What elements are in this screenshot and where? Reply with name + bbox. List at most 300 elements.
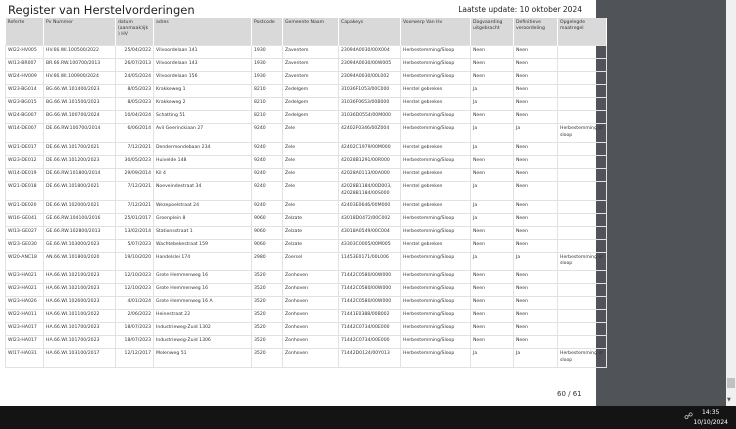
table-cell: Zele [283, 200, 339, 213]
table-cell: Zonhoven [283, 349, 339, 368]
table-cell: 1930 [252, 46, 283, 59]
table-cell: Zele [283, 155, 339, 168]
table-cell: Neen [514, 46, 558, 59]
table-cell: 9240 [252, 142, 283, 155]
table-cell: Kil 4 [154, 168, 252, 181]
table-cell: 42028B1291/00R000 [339, 155, 401, 168]
table-cell: Herbestemming/Sloop [401, 124, 471, 143]
table-cell: DE.66.WI.102000/2021 [44, 200, 116, 213]
table-cell: GE.66.WI.103000/2023 [44, 239, 116, 252]
table-cell: Neen [471, 239, 514, 252]
table-cell: 31036F1053/00C000 [339, 85, 401, 98]
table-cell: Wezepoelstraat 24 [154, 200, 252, 213]
table-cell: Herstel gebreken [401, 181, 471, 200]
table-cell: Neen [471, 284, 514, 297]
table-cell: Groenplein 8 [154, 213, 252, 226]
table-cell: AN.66.WI.101800/2020 [44, 252, 116, 271]
table-cell: Dendermondebaan 234 [154, 142, 252, 155]
table-cell: Zonhoven [283, 336, 339, 349]
table-cell: Zelzate [283, 226, 339, 239]
table-row [6, 297, 607, 310]
table-cell: Herbestemming/Sloop [401, 336, 471, 349]
table-cell: Neen [514, 239, 558, 252]
table-cell: Neen [514, 200, 558, 213]
table-row [6, 213, 607, 226]
table-cell [558, 111, 607, 124]
table-cell: WI21-DE018 [6, 181, 44, 200]
table-cell: Zaventem [283, 46, 339, 59]
table-cell: WI13-GE027 [6, 226, 44, 239]
register-table [5, 18, 607, 368]
table-cell: Zelzate [283, 239, 339, 252]
table-cell: Herbestemming of sloop [558, 124, 607, 143]
column-header: Referte [6, 18, 44, 46]
table-cell: 24/05/2024 [116, 72, 154, 85]
column-header: Dagvaarding uitgebracht [471, 18, 514, 46]
table-row [6, 72, 607, 85]
table-cell [558, 168, 607, 181]
table-cell: 3520 [252, 349, 283, 368]
table-cell: 42403E0646/00M000 [339, 200, 401, 213]
table-cell: Neen [471, 168, 514, 181]
table-cell: 23094A0030/00L002 [339, 72, 401, 85]
table-cell: WI23-GE030 [6, 239, 44, 252]
table-cell: 30/05/2023 [116, 155, 154, 168]
column-header: Gemeente Naam [283, 18, 339, 46]
table-cell: Herbestemming/Sloop [401, 252, 471, 271]
column-header: adres [154, 18, 252, 46]
table-cell [558, 336, 607, 349]
table-cell: 18/07/2023 [116, 323, 154, 336]
table-row [6, 59, 607, 72]
table-cell: WI21-DE020 [6, 200, 44, 213]
table-cell: Ja [471, 142, 514, 155]
table-cell: HA.66.WI.101100/2022 [44, 310, 116, 323]
table-cell: Ja [471, 124, 514, 143]
table-cell: 2980 [252, 252, 283, 271]
table-cell [558, 46, 607, 59]
table-cell: 12/10/2023 [116, 284, 154, 297]
table-cell: Herbestemming/Sloop [401, 310, 471, 323]
clock-date: 10/10/2024 [693, 418, 728, 426]
table-cell: Herbestemming/Sloop [401, 155, 471, 168]
table-cell: Ja [471, 213, 514, 226]
table-cell: 42402C1979/00M000 [339, 142, 401, 155]
table-cell: 9240 [252, 155, 283, 168]
column-header: Postcode [252, 18, 283, 46]
table-cell: Ja [471, 85, 514, 98]
column-header: Pv Nummer [44, 18, 116, 46]
table-cell: 19/10/2020 [116, 252, 154, 271]
table-cell: 3520 [252, 310, 283, 323]
table-cell: 10/04/2024 [116, 111, 154, 124]
table-cell [558, 72, 607, 85]
page-indicator: 60 / 61 [557, 390, 582, 398]
table-cell: Grote Hemmenweg 16 A [154, 297, 252, 310]
table-cell: Ja [471, 98, 514, 111]
table-cell: Ja [471, 181, 514, 200]
table-row [6, 271, 607, 284]
table-cell: Neen [514, 323, 558, 336]
table-cell [558, 284, 607, 297]
table-cell: Herbestemming/Sloop [401, 59, 471, 72]
table-cell: DE.66.WI.101200/2023 [44, 155, 116, 168]
table-cell: Herbestemming/Sloop [401, 72, 471, 85]
table-cell: 23094A0030/00X004 [339, 46, 401, 59]
column-header: Voorwerp Van Hv [401, 18, 471, 46]
table-cell: 9240 [252, 124, 283, 143]
table-cell: Zelzate [283, 213, 339, 226]
table-cell [558, 310, 607, 323]
table-row [6, 155, 607, 168]
table-cell: HA.66.WI.103100/2017 [44, 349, 116, 368]
table-cell: Herbestemming/Sloop [401, 213, 471, 226]
table-cell: HA.66.WI.101700/2023 [44, 323, 116, 336]
table-cell: Herstel gebreken [401, 168, 471, 181]
page-title: Register van Herstelvorderingen [8, 3, 195, 17]
table-cell: 7/12/2021 [116, 181, 154, 200]
table-cell: Stationsstraat 1 [154, 226, 252, 239]
table-cell: 31036D0554/00M000 [339, 111, 401, 124]
table-cell: WI23-HA026 [6, 297, 44, 310]
table-cell: Herbestemming/Sloop [401, 226, 471, 239]
table-cell: WI23-HA017 [6, 323, 44, 336]
table-cell: Herbestemming/Sloop [401, 323, 471, 336]
table-cell: 8210 [252, 85, 283, 98]
table-cell: BG.66.WI.101400/2023 [44, 85, 116, 98]
table-cell: WI13-BR007 [6, 59, 44, 72]
table-cell: 3520 [252, 336, 283, 349]
table-cell: 9240 [252, 168, 283, 181]
table-cell: WI23-HA021 [6, 271, 44, 284]
table-cell: Neen [514, 98, 558, 111]
table-cell: HA.66.WI.102600/2023 [44, 297, 116, 310]
table-cell: Neen [471, 336, 514, 349]
table-cell: Zonhoven [283, 323, 339, 336]
table-cell: 25/01/2017 [116, 213, 154, 226]
table-cell: Zele [283, 124, 339, 143]
table-row [6, 310, 607, 323]
table-cell: DE.66.WI.101700/2021 [44, 142, 116, 155]
table-row [6, 284, 607, 297]
table-cell: 7/12/2021 [116, 142, 154, 155]
table-cell: 42028A0113/00A000 [339, 168, 401, 181]
table-cell: Ja [514, 252, 558, 271]
table-cell: Zaventem [283, 72, 339, 85]
table-cell: Neen [471, 72, 514, 85]
table-cell: 71442D0124/00Y013 [339, 349, 401, 368]
table-cell: WI21-DE017 [6, 142, 44, 155]
table-cell: 43018A0549/00C004 [339, 226, 401, 239]
table-cell [558, 85, 607, 98]
table-cell: Zele [283, 181, 339, 200]
table-cell: 1930 [252, 59, 283, 72]
table-cell: Neen [514, 155, 558, 168]
table-cell: GE.66.RW.104100/2016 [44, 213, 116, 226]
table-cell: 1930 [252, 72, 283, 85]
table-cell: HA.66.WI.101700/2023 [44, 336, 116, 349]
table-cell: Zonhoven [283, 271, 339, 284]
table-cell: 29/09/2014 [116, 168, 154, 181]
table-cell: Heinestraat 22 [154, 310, 252, 323]
table-row [6, 349, 607, 368]
table-cell: Herbestemming of sloop [558, 349, 607, 368]
table-cell [558, 271, 607, 284]
table-cell: Zedelgem [283, 98, 339, 111]
table-cell: Noeveindestraat 34 [154, 181, 252, 200]
table-cell: 7/12/2021 [116, 200, 154, 213]
table-cell: 9060 [252, 213, 283, 226]
table-cell: Neen [514, 59, 558, 72]
table-cell: 6/06/2014 [116, 124, 154, 143]
table-cell: WI14-DE019 [6, 168, 44, 181]
table-cell: 43018D0472/00C002 [339, 213, 401, 226]
table-cell: Herstel gebreken [401, 200, 471, 213]
table-cell: Neen [514, 284, 558, 297]
table-cell: 13/02/2014 [116, 226, 154, 239]
table-cell: 9060 [252, 239, 283, 252]
table-cell: Zonhoven [283, 310, 339, 323]
table-cell [558, 98, 607, 111]
table-cell: Molenweg 51 [154, 349, 252, 368]
table-cell: WI23-BG014 [6, 85, 44, 98]
table-row [6, 98, 607, 111]
table-cell: 3520 [252, 284, 283, 297]
table-cell: 18/07/2023 [116, 336, 154, 349]
table-cell: 42028B1184/00D003, 42028B1184/00S000 [339, 181, 401, 200]
table-cell: Herbestemming/Sloop [401, 271, 471, 284]
table-cell: Handelslei 174 [154, 252, 252, 271]
table-cell: Huivelde 148 [154, 155, 252, 168]
table-cell: BG.66.WI.101500/2023 [44, 98, 116, 111]
table-cell: GE.66.RW.102800/2013 [44, 226, 116, 239]
table-cell: Zoersel [283, 252, 339, 271]
table-cell: Neen [514, 271, 558, 284]
table-cell: 3520 [252, 323, 283, 336]
table-cell: Zele [283, 168, 339, 181]
table-cell: Herstel gebreken [401, 142, 471, 155]
table-cell: Zele [283, 142, 339, 155]
table-cell: WI23-HA021 [6, 284, 44, 297]
table-cell: Neen [471, 271, 514, 284]
table-cell: 26/07/2013 [116, 59, 154, 72]
table-cell: Neen [514, 181, 558, 200]
table-cell: Neen [514, 142, 558, 155]
table-cell: 42402F0346/00Z004 [339, 124, 401, 143]
scrollbar-thumb[interactable] [727, 378, 735, 388]
table-cell: 71442C0734/00E000 [339, 323, 401, 336]
table-cell: 12/10/2023 [116, 271, 154, 284]
clock-time: 14:35 [702, 409, 720, 416]
table-cell: WI16-GE041 [6, 213, 44, 226]
table-cell: Neen [471, 310, 514, 323]
table-cell: Neen [514, 226, 558, 239]
table-cell: Grote Hemmenweg 16 [154, 271, 252, 284]
table-row [6, 46, 607, 59]
table-cell: Neen [514, 85, 558, 98]
table-cell: 71442C0580/00W000 [339, 297, 401, 310]
taskbar [0, 406, 736, 429]
table-header [6, 18, 607, 46]
table-row [6, 85, 607, 98]
table-cell: WI23-BG015 [6, 98, 44, 111]
table-cell: Vilvoordelaan 156 [154, 72, 252, 85]
table-cell: Herbestemming/Sloop [401, 46, 471, 59]
table-cell: 71442C0580/00W000 [339, 284, 401, 297]
table-cell: Herbestemming/Sloop [401, 297, 471, 310]
table-cell: Neen [471, 155, 514, 168]
table-cell: Neen [471, 226, 514, 239]
table-cell: Neen [514, 213, 558, 226]
table-cell: Neen [471, 323, 514, 336]
table-cell: Zaventem [283, 59, 339, 72]
table-cell: Grote Hemmenweg 16 [154, 284, 252, 297]
table-cell: DE.66.WI.101800/2021 [44, 181, 116, 200]
table-cell: Herbestemming/Sloop [401, 111, 471, 124]
table-cell: 4/01/2024 [116, 297, 154, 310]
table-cell: WI17-HA031 [6, 349, 44, 368]
table-cell [558, 59, 607, 72]
table-cell: DE.66.RW.100700/2014 [44, 124, 116, 143]
table-cell: Herstel gebreken [401, 98, 471, 111]
column-header: Opgelegde maatregel [558, 18, 607, 46]
table-cell: Ja [514, 124, 558, 143]
table-cell: Wachtebekestraat 159 [154, 239, 252, 252]
table-cell: WI23-HA017 [6, 336, 44, 349]
table-cell [558, 200, 607, 213]
table-cell: 5/07/2023 [116, 239, 154, 252]
table-cell [558, 226, 607, 239]
table-cell: Krakkeweg 1 [154, 85, 252, 98]
table-row [6, 124, 607, 143]
table-cell: Vilvoordelaan 143 [154, 59, 252, 72]
table-row [6, 336, 607, 349]
table-cell [558, 155, 607, 168]
table-cell [558, 213, 607, 226]
table-cell: Neen [471, 111, 514, 124]
table-cell: 23094A0030/00W005 [339, 59, 401, 72]
scrollbar[interactable] [726, 0, 736, 406]
table-cell: 43303C0005/00M005 [339, 239, 401, 252]
table-cell: Herbestemming/Sloop [401, 349, 471, 368]
table-cell: Zonhoven [283, 284, 339, 297]
table-row [6, 168, 607, 181]
table-cell: Zedelgem [283, 85, 339, 98]
table-cell: 8210 [252, 111, 283, 124]
table-row [6, 142, 607, 155]
table-cell: Neen [514, 72, 558, 85]
table-cell: Neen [471, 297, 514, 310]
table-cell: 8210 [252, 98, 283, 111]
table-cell: 25/04/2022 [116, 46, 154, 59]
table-cell [558, 239, 607, 252]
table-cell: Zedelgem [283, 111, 339, 124]
table-cell: WI22-HV005 [6, 46, 44, 59]
table-cell: WI24-BG007 [6, 111, 44, 124]
table-cell: Herstel gebreken [401, 239, 471, 252]
table-cell: HV.66.WI.100500/2022 [44, 46, 116, 59]
table-cell: 8/05/2023 [116, 85, 154, 98]
column-header: Capakeys [339, 18, 401, 46]
table-cell: Neen [514, 111, 558, 124]
table-cell: Neen [514, 168, 558, 181]
table-cell: Neen [514, 310, 558, 323]
table-cell [558, 142, 607, 155]
table-cell: 8/05/2023 [116, 98, 154, 111]
table-cell [558, 297, 607, 310]
table-row [6, 239, 607, 252]
table-cell: WI14-DE007 [6, 124, 44, 143]
table-cell: Neen [514, 336, 558, 349]
table-cell: Avil Geerinckiaan 27 [154, 124, 252, 143]
table-cell: 71442C0580/00W000 [339, 271, 401, 284]
network-icon[interactable]: ☍ [684, 412, 694, 422]
table-cell: HA.66.WI.102100/2023 [44, 271, 116, 284]
table-cell: Neen [514, 297, 558, 310]
table-cell: 11453E0171/00L006 [339, 252, 401, 271]
table-cell: Industrieweg-Zuid 1302 [154, 323, 252, 336]
table-cell: DE.66.RW.101800/2014 [44, 168, 116, 181]
table-cell: WI23-DE012 [6, 155, 44, 168]
column-header: datum (aanmaak)ijk ) HV [116, 18, 154, 46]
table-row [6, 323, 607, 336]
table-cell: WI20-ANC18 [6, 252, 44, 271]
table-cell: Neen [471, 46, 514, 59]
table-row [6, 181, 607, 200]
table-row [6, 226, 607, 239]
table-cell: Vilvoordelaan 141 [154, 46, 252, 59]
table-cell: Industrieweg-Zuid 1306 [154, 336, 252, 349]
table-cell: HA.66.WI.102100/2023 [44, 284, 116, 297]
column-header: Definitieve veroordeling [514, 18, 558, 46]
table-cell: 71441E0388/00B002 [339, 310, 401, 323]
table-cell: 3520 [252, 271, 283, 284]
table-cell: Zonhoven [283, 297, 339, 310]
table-cell: WI22-HA011 [6, 310, 44, 323]
taskbar-clock[interactable] [693, 408, 728, 427]
table-cell: 31036F0653/00B000 [339, 98, 401, 111]
table-cell: HV.66.WI.100900/2024 [44, 72, 116, 85]
table-cell: 9240 [252, 200, 283, 213]
table-cell: Schatting 51 [154, 111, 252, 124]
table-cell: 3520 [252, 297, 283, 310]
table-cell: 71442C0734/00E000 [339, 336, 401, 349]
table-cell: Ja [471, 200, 514, 213]
table-row [6, 111, 607, 124]
table-cell: 2/06/2022 [116, 310, 154, 323]
table-cell: Ja [471, 252, 514, 271]
table-cell: BG.66.WI.100700/2024 [44, 111, 116, 124]
table-cell: Herbestemming of sloop [558, 252, 607, 271]
table-cell: 9060 [252, 226, 283, 239]
table-cell: Ja [471, 349, 514, 368]
table-cell: Herstel gebreken [401, 85, 471, 98]
table-cell [558, 181, 607, 200]
table-cell: Krakkeweg 2 [154, 98, 252, 111]
table-cell [558, 323, 607, 336]
table-cell: WI24-HV009 [6, 72, 44, 85]
table-cell: BR.66.RW.100700/2013 [44, 59, 116, 72]
table-cell: 12/12/2017 [116, 349, 154, 368]
table-row [6, 200, 607, 213]
table-cell: 9240 [252, 181, 283, 200]
scroll-down-icon[interactable]: ▼ [727, 397, 731, 403]
table-row [6, 252, 607, 271]
table-cell: Herbestemming/Sloop [401, 284, 471, 297]
table-cell: Ja [514, 349, 558, 368]
last-update: Laatste update: 10 oktober 2024 [458, 5, 582, 14]
table-cell: Neen [471, 59, 514, 72]
